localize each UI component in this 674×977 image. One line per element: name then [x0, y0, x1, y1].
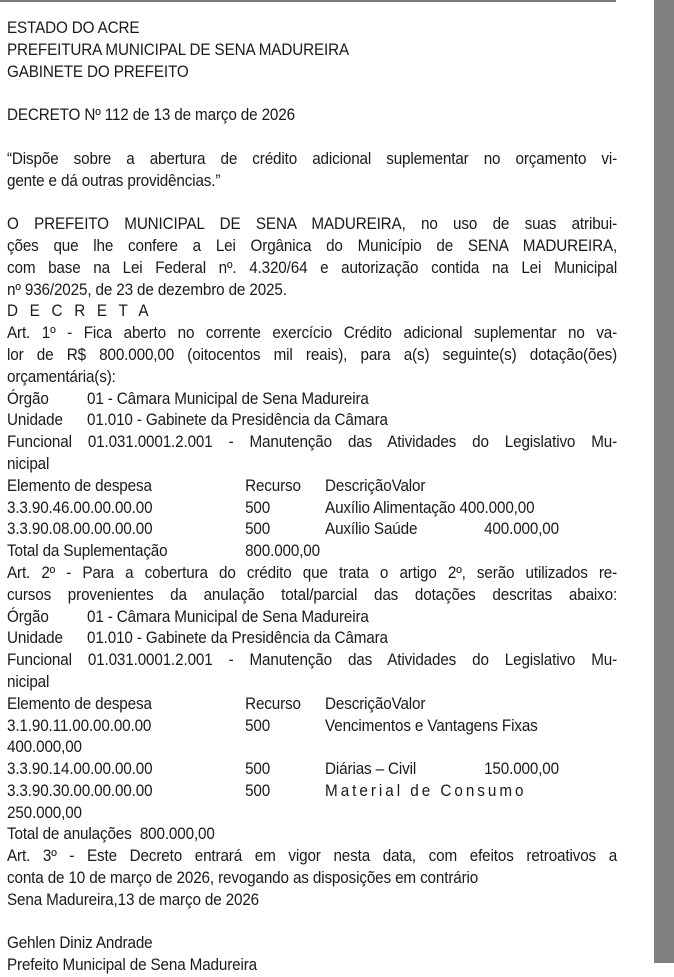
- table-row: [7, 716, 617, 738]
- unidade-label: Unidade: [7, 629, 63, 648]
- art2-total: [7, 824, 617, 846]
- art1-funcional: [7, 432, 617, 454]
- cell-elemento: 3.3.90.14.00.00.00.00: [7, 760, 153, 779]
- preamble-line-3: com base na Lei Federal nº. 4.320/64 e autorização contida na Lei Municipal: [7, 258, 618, 277]
- unidade-value: 01.010 - Gabinete da Presidência da Câmara: [86, 411, 388, 430]
- signature-title: Prefeito Municipal de Sena Madureira: [7, 956, 258, 975]
- art1-line-3: orçamentária(s):: [7, 367, 116, 386]
- art3-line-1: Art. 3º - Este Decreto entrará em vigor nesta data, com efeitos retroativos a: [7, 847, 618, 866]
- cell-recurso: 500: [245, 498, 271, 517]
- decree-document: [7, 18, 617, 977]
- art2-unidade: [7, 628, 617, 650]
- cell-recurso: 500: [245, 781, 271, 800]
- funcional-label: Funcional: [7, 651, 72, 670]
- cell-valor: 150.000,00: [484, 760, 559, 779]
- funcional-label: Funcional: [7, 433, 72, 452]
- cell-elemento: 3.3.90.08.00.00.00.00: [7, 520, 153, 539]
- col-elemento: Elemento de despesa: [7, 694, 152, 713]
- col-descricao-valor: DescriçãoValor: [325, 476, 426, 495]
- cell-descricao: Material de Consumo: [325, 781, 527, 800]
- orgao-value: 01 - Câmara Municipal de Sena Madureira: [86, 389, 369, 408]
- cell-elemento: 3.3.90.30.00.00.00.00: [7, 781, 153, 800]
- art2-orgao: [7, 607, 617, 629]
- art2-table-header: [7, 694, 617, 716]
- col-elemento: Elemento de despesa: [7, 476, 152, 495]
- cell-valor: 400.000,00: [484, 520, 559, 539]
- total-label: Total de anulações: [7, 825, 132, 844]
- header-municipality: PREFEITURA MUNICIPAL DE SENA MADUREIRA: [7, 40, 349, 59]
- preamble-line-2: ções que lhe confere a Lei Orgânica do Município de SENA MADUREIRA,: [7, 236, 618, 255]
- cell-elemento: 3.3.90.46.00.00.00.00: [7, 498, 153, 517]
- cell-recurso: 500: [245, 760, 271, 779]
- art1-table-header: [7, 476, 617, 498]
- cell-elemento: 3.1.90.11.00.00.00.00: [7, 716, 152, 735]
- orgao-label: Órgão: [7, 607, 49, 626]
- art1-unidade: [7, 410, 617, 432]
- summary-line-2: gente e dá outras providências.”: [7, 171, 221, 190]
- art3-line-2: conta de 10 de março de 2026, revogando as disposições em contrário: [7, 869, 479, 888]
- art1-line-2: lor de R$ 800.000,00 (oitocentos mil reais), para a(s) seguinte(s) dotação(ões): [7, 345, 618, 364]
- cell-descricao: Diárias – Civil: [325, 760, 417, 779]
- header-office: GABINETE DO PREFEITO: [7, 62, 189, 81]
- col-descricao-valor: DescriçãoValor: [325, 694, 426, 713]
- total-label: Total da Suplementação: [7, 542, 168, 561]
- preamble-line-1: O PREFEITO MUNICIPAL DE SENA MADUREIRA, no uso de suas atribui-: [7, 215, 618, 234]
- table-row: [7, 759, 617, 781]
- col-recurso: Recurso: [245, 476, 301, 495]
- orgao-value: 01 - Câmara Municipal de Sena Madureira: [86, 607, 369, 626]
- scrollbar[interactable]: [654, 0, 674, 963]
- funcional-value: 01.031.0001.2.001 - Manutenção das Atividades do Legislativo Mu-: [87, 651, 618, 670]
- orgao-label: Órgão: [7, 389, 49, 408]
- total-value: 800.000,00: [245, 542, 320, 561]
- signature-name: Gehlen Diniz Andrade: [7, 934, 153, 953]
- funcional-value: 01.031.0001.2.001 - Manutenção das Atividades do Legislativo Mu-: [87, 433, 618, 452]
- unidade-label: Unidade: [7, 411, 63, 430]
- table-row: [7, 781, 617, 803]
- cell-descricao: Vencimentos e Vantagens Fixas: [325, 716, 538, 735]
- preamble-line-4: nº 936/2025, de 23 de dezembro de 2025.: [7, 280, 287, 299]
- summary-line-1: “Dispõe sobre a abertura de crédito adicional suplementar no orçamento vi-: [7, 149, 618, 168]
- cell-recurso: 500: [245, 520, 271, 539]
- table-row: [7, 498, 617, 520]
- cell-valor: 400.000,00: [7, 738, 82, 757]
- art2-funcional-cont: nicipal: [7, 672, 50, 691]
- cell-valor: 400.000,00: [459, 498, 535, 517]
- place-date: Sena Madureira,13 de março de 2026: [7, 890, 260, 909]
- cell-recurso: 500: [245, 716, 271, 735]
- art2-line-2: cursos provenientes da anulação total/parcial das dotações descritas abaixo:: [7, 585, 618, 604]
- art1-line-1: Art. 1º - Fica aberto no corrente exercício Crédito adicional suplementar no va-: [7, 324, 618, 343]
- total-value: 800.000,00: [139, 825, 215, 844]
- art2-funcional: [7, 650, 617, 672]
- table-row: [7, 519, 617, 541]
- art1-orgao: [7, 389, 617, 411]
- unidade-value: 01.010 - Gabinete da Presidência da Câmara: [86, 629, 388, 648]
- cell-descricao: Auxílio Saúde: [325, 520, 418, 539]
- decree-title: DECRETO Nº 112 de 13 de março de 2026: [7, 106, 295, 125]
- top-rule: [0, 0, 616, 2]
- art1-total: [7, 541, 617, 563]
- art2-line-1: Art. 2º - Para a cobertura do crédito que trata o artigo 2º, serão utilizados re-: [7, 563, 618, 582]
- col-recurso: Recurso: [245, 694, 301, 713]
- header-state: ESTADO DO ACRE: [7, 19, 140, 37]
- cell-descricao: Auxílio Alimentação: [325, 498, 456, 517]
- art1-funcional-cont: nicipal: [7, 454, 50, 473]
- cell-valor: 250.000,00: [7, 803, 82, 822]
- decreta-heading: D E C R E T A: [7, 302, 153, 321]
